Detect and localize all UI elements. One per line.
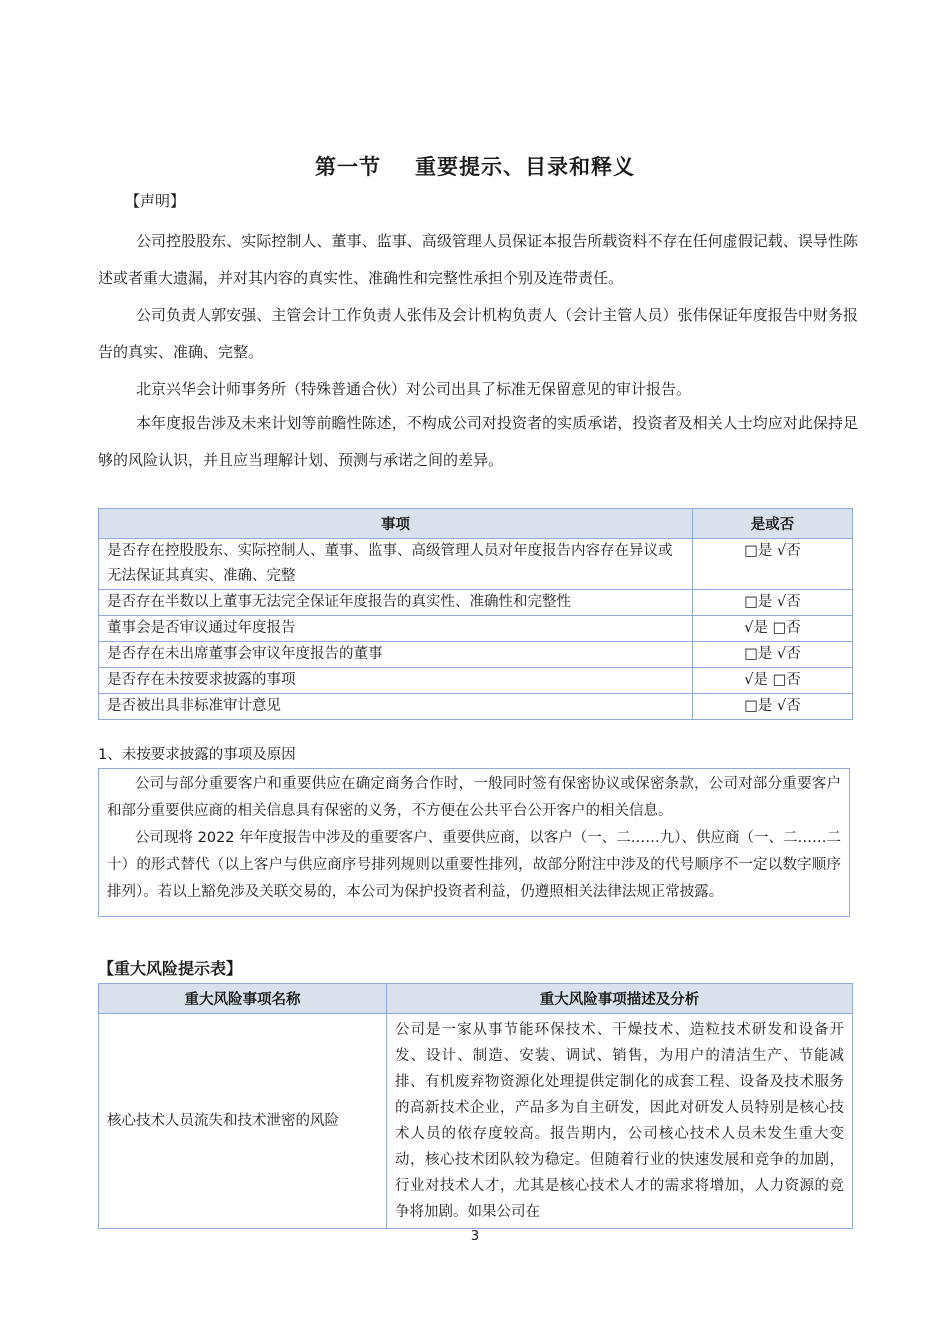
table-row [99,616,853,642]
risk-table-heading: 【重大风险提示表】 [98,959,243,978]
column-header: 重大风险事项名称 [99,984,387,1014]
section-title [0,151,950,181]
table-row [99,642,853,668]
column-header: 事项 [99,509,693,539]
reason-paragraph: 公司与部分重要客户和重要供应在确定商务合作时，一般同时签有保密协议或保密条款，公司对部分重要客户和部分重要供应商的相关信息具有保密的义务，不方便在公共平台公开客户的相关信息。 [107,776,841,819]
declaration-paragraph: 公司负责人郭安强、主管会计工作负责人张伟及会计机构负责人（会计主管人员）张伟保证年度报告中财务报告的真实、准确、完整。 [98,306,858,361]
table-row [99,668,853,694]
table-row [99,539,853,590]
table-row [99,590,853,616]
risk-table [98,983,853,1229]
declaration-paragraph: 北京兴华会计师事务所（特殊普通合伙）对公司出具了标准无保留意见的审计报告。 [136,380,692,398]
column-header: 是或否 [693,509,853,539]
table-row [99,694,853,720]
column-header: 重大风险事项描述及分析 [387,984,853,1014]
table-header-row [99,509,853,539]
table-row [99,1014,853,1229]
risk-description-cell: 公司是一家从事节能环保技术、干燥技术、造粒技术研发和设备开发、设计、制造、安装、调试、销售，为用户的清洁生产、节能减排、有机废弃物资源化处理提供定制化的成套工程、设备及技术服务的高新技术企业，产品多为自主研发，因此对研发人员特别是核心技术人员的依存度较高。报告期内，公司核心技术人员未发生重大变动，核心技术团队较为稳定。但随着行业的快速发展和竞争的加剧，行业对技术人才，尤其是核心技术人才的需求将增加，人力资源的竞争将加剧。如果公司在 [387,1014,853,1229]
answer-cell: √是 □否 [693,616,853,642]
section-heading: 重要提示、目录和释义 [415,155,635,180]
item-cell: 是否被出具非标准审计意见 [99,694,693,720]
item-cell: 是否存在未出席董事会审议年度报告的董事 [99,642,693,668]
item-cell: 是否存在半数以上董事无法完全保证年度报告的真实性、准确性和完整性 [99,590,693,616]
risk-name-cell: 核心技术人员流失和技术泄密的风险 [99,1014,387,1229]
item-cell: 董事会是否审议通过年度报告 [99,616,693,642]
undisclosed-heading: 1、未按要求披露的事项及原因 [98,747,296,763]
reason-paragraph: 公司现将 2022 年年度报告中涉及的重要客户、重要供应商，以客户（一、二……九）、供应商（一、二……二十）的形式替代（以上客户与供应商序号排列规则以重要性排列，故部分附注中涉及的代号顺序不一定以数字顺序排列）。若以上豁免涉及关联交易的，本公司为保护投资者利益，仍遵照相关法律法规正常披露。 [107,830,841,900]
answer-cell: √是 □否 [693,668,853,694]
page-number: 3 [470,1229,480,1244]
answer-cell: □是 √否 [693,590,853,616]
answer-cell: □是 √否 [693,539,853,590]
confirmation-table [98,508,853,720]
declaration-paragraph: 本年度报告涉及未来计划等前瞻性陈述，不构成公司对投资者的实质承诺，投资者及相关人士均应对此保持足够的风险认识，并且应当理解计划、预测与承诺之间的差异。 [98,414,858,469]
item-cell: 是否存在控股股东、实际控制人、董事、监事、高级管理人员对年度报告内容存在异议或无法保证其真实、准确、完整 [99,539,693,590]
declaration-paragraph: 公司控股股东、实际控制人、董事、监事、高级管理人员保证本报告所载资料不存在任何虚假记载、误导性陈述或者重大遗漏，并对其内容的真实性、准确性和完整性承担个别及连带责任。 [98,232,858,287]
answer-cell: □是 √否 [693,694,853,720]
section-number: 第一节 [315,155,381,180]
table-header-row [99,984,853,1014]
undisclosed-reason-box [98,768,850,917]
declaration-label: 【声明】 [125,192,186,210]
item-cell: 是否存在未按要求披露的事项 [99,668,693,694]
answer-cell: □是 √否 [693,642,853,668]
